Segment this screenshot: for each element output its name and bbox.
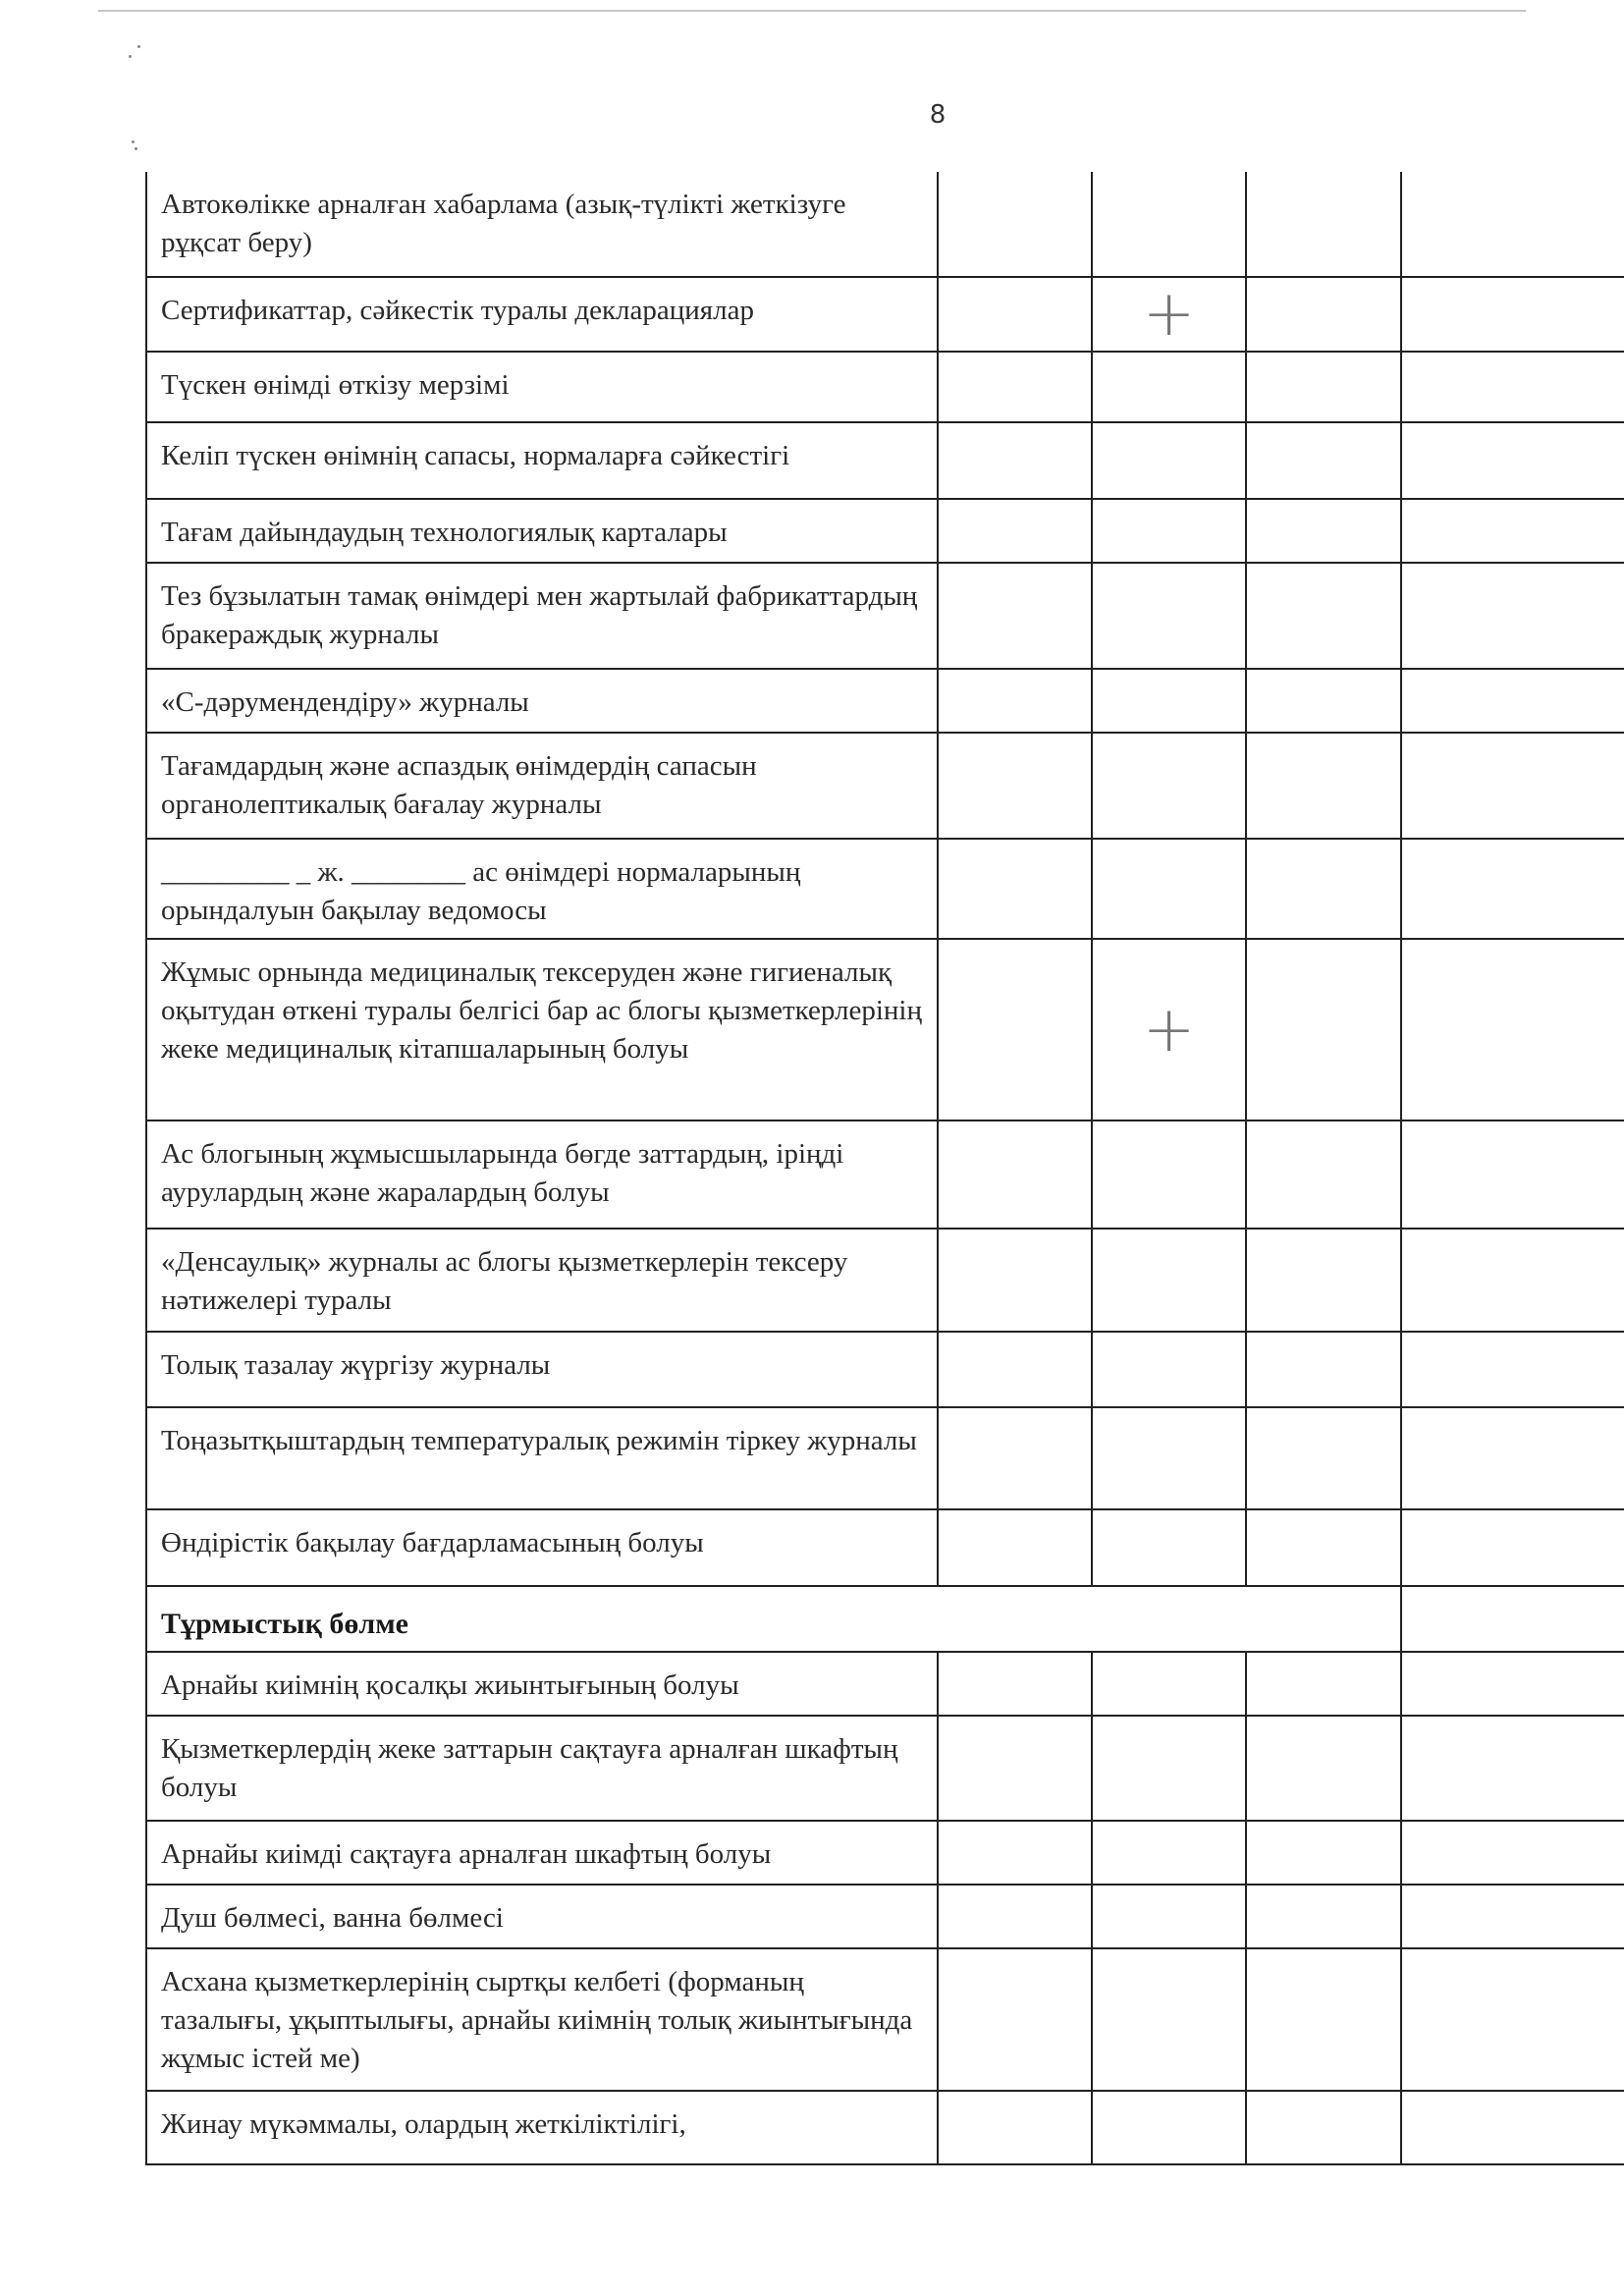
mark-cell: [938, 499, 1092, 563]
item-text: Душ бөлмесі, ванна бөлмесі: [146, 1885, 938, 1948]
mark-cell: [1401, 1716, 1624, 1821]
item-text: Тағамдардың және аспаздық өнімдердің сапасын органолептикалық бағалау журналы: [146, 733, 938, 839]
table-row: [146, 1332, 1624, 1407]
table-row: [146, 1407, 1624, 1509]
mark-cell: [1246, 1332, 1401, 1407]
table-row: [146, 669, 1624, 733]
mark-cell: [1092, 1509, 1246, 1586]
table-row: [146, 1509, 1624, 1586]
item-text: Ас блогының жұмысшыларында бөгде заттардың, іріңді аурулардың және жаралардың болуы: [146, 1121, 938, 1229]
section-title: Тұрмыстық бөлме: [146, 1586, 1401, 1652]
mark-cell: [1401, 1586, 1624, 1652]
table-row: [146, 1716, 1624, 1821]
checklist-table: [145, 172, 1624, 2165]
mark-cell: [1401, 1948, 1624, 2091]
mark-cell: [1401, 669, 1624, 733]
item-text: Сертификаттар, сәйкестік туралы декларациялар: [146, 277, 938, 352]
mark-cell: +: [1092, 939, 1246, 1121]
mark-cell: [1246, 1121, 1401, 1229]
mark-cell: [938, 1652, 1092, 1716]
item-text: Жинау мүкәммалы, олардың жеткіліктілігі,: [146, 2091, 938, 2164]
mark-cell: [1092, 172, 1246, 277]
table-row: [146, 563, 1624, 669]
mark-cell: [1246, 1821, 1401, 1885]
table-row: [146, 172, 1624, 277]
item-text: Тағам дайындаудың технологиялық карталары: [146, 499, 938, 563]
item-text: «С-дәрумендендіру» журналы: [146, 669, 938, 733]
table-row: [146, 1948, 1624, 2091]
item-text: Арнайы киімді сақтауға арналған шкафтың болуы: [146, 1821, 938, 1885]
mark-cell: [938, 563, 1092, 669]
mark-cell: [938, 839, 1092, 939]
table-row: [146, 733, 1624, 839]
mark-cell: [938, 939, 1092, 1121]
mark-cell: [1092, 2091, 1246, 2164]
mark-cell: [938, 1229, 1092, 1332]
item-text: Толық тазалау жүргізу журналы: [146, 1332, 938, 1407]
mark-cell: [1092, 1229, 1246, 1332]
mark-cell: [938, 1948, 1092, 2091]
item-text: Тоңазытқыштардың температуралық режимін тіркеу журналы: [146, 1407, 938, 1509]
mark-cell: [1246, 277, 1401, 352]
mark-cell: +: [1092, 277, 1246, 352]
mark-cell: [1092, 499, 1246, 563]
item-text: Тез бұзылатын тамақ өнімдері мен жартылай фабрикаттардың бракераждық журналы: [146, 563, 938, 669]
mark-cell: [1401, 1229, 1624, 1332]
mark-cell: [1092, 839, 1246, 939]
mark-cell: [1401, 352, 1624, 422]
mark-cell: [1246, 1716, 1401, 1821]
table-row: [146, 1229, 1624, 1332]
checklist-body: [146, 172, 1624, 2164]
mark-cell: [1401, 277, 1624, 352]
mark-cell: [1092, 1821, 1246, 1885]
mark-cell: [1401, 422, 1624, 499]
table-row: [146, 1121, 1624, 1229]
scan-speck: [135, 147, 137, 150]
mark-cell: [1092, 1407, 1246, 1509]
mark-cell: [938, 1509, 1092, 1586]
mark-cell: [938, 2091, 1092, 2164]
section-row: [146, 1586, 1624, 1652]
mark-cell: [1401, 939, 1624, 1121]
mark-cell: [1092, 563, 1246, 669]
mark-cell: [1246, 1229, 1401, 1332]
table-row: [146, 352, 1624, 422]
mark-cell: [1401, 839, 1624, 939]
item-text: Түскен өнімді өткізу мерзімі: [146, 352, 938, 422]
scan-speck: [132, 140, 135, 143]
mark-cell: [938, 1885, 1092, 1948]
item-text: Арнайы киімнің қосалқы жиынтығының болуы: [146, 1652, 938, 1716]
mark-cell: [1246, 733, 1401, 839]
mark-cell: [1246, 352, 1401, 422]
scan-speck: [129, 55, 132, 58]
mark-cell: [1401, 1332, 1624, 1407]
mark-cell: [1092, 1948, 1246, 2091]
item-text: Жұмыс орнында медициналық тексеруден және гигиеналық оқытудан өткені туралы белгісі бар ас блогы қызметкерлерінің жеке медициналық кітапшаларының болуы: [146, 939, 938, 1121]
mark-cell: [938, 733, 1092, 839]
item-text: Келіп түскен өнімнің сапасы, нормаларға сәйкестігі: [146, 422, 938, 499]
mark-cell: [1246, 422, 1401, 499]
mark-cell: [1092, 1652, 1246, 1716]
mark-cell: [1246, 1509, 1401, 1586]
mark-cell: [1401, 499, 1624, 563]
mark-cell: [1401, 1821, 1624, 1885]
mark-cell: [938, 277, 1092, 352]
mark-cell: [1401, 1121, 1624, 1229]
mark-cell: [1401, 172, 1624, 277]
table-row: [146, 499, 1624, 563]
mark-cell: [938, 422, 1092, 499]
item-text: Автокөлікке арналған хабарлама (азық-түлікті жеткізуге рұқсат беру): [146, 172, 938, 277]
mark-cell: [1401, 2091, 1624, 2164]
mark-cell: [1401, 1509, 1624, 1586]
table-row: [146, 1821, 1624, 1885]
mark-cell: [1246, 2091, 1401, 2164]
scan-top-rule: [98, 10, 1526, 12]
table-row: [146, 2091, 1624, 2164]
mark-cell: [1401, 733, 1624, 839]
mark-cell: [1246, 839, 1401, 939]
mark-cell: [1092, 1885, 1246, 1948]
mark-cell: [1246, 669, 1401, 733]
mark-cell: [1092, 733, 1246, 839]
mark-cell: [938, 1407, 1092, 1509]
item-text: «Денсаулық» журналы ас блогы қызметкерлерін тексеру нәтижелері туралы: [146, 1229, 938, 1332]
mark-cell: [938, 1121, 1092, 1229]
mark-cell: [1246, 499, 1401, 563]
table-row: [146, 939, 1624, 1121]
mark-cell: [1246, 1652, 1401, 1716]
mark-cell: [1246, 939, 1401, 1121]
mark-cell: [1246, 172, 1401, 277]
mark-cell: [1092, 1332, 1246, 1407]
mark-cell: [1092, 669, 1246, 733]
mark-cell: [938, 1332, 1092, 1407]
mark-cell: [1401, 1407, 1624, 1509]
mark-cell: [1092, 1716, 1246, 1821]
mark-cell: [1246, 1407, 1401, 1509]
item-text: Қызметкерлердің жеке заттарын сақтауға арналған шкафтың болуы: [146, 1716, 938, 1821]
item-text: Өндірістік бақылау бағдарламасының болуы: [146, 1509, 938, 1586]
mark-cell: [1401, 1652, 1624, 1716]
mark-cell: [938, 172, 1092, 277]
scan-speck: [137, 45, 140, 48]
table-row: [146, 1885, 1624, 1948]
item-text: Асхана қызметкерлерінің сыртқы келбеті (форманың тазалығы, ұқыптылығы, арнайы киімнің толық жиынтығында жұмыс істей ме): [146, 1948, 938, 2091]
mark-cell: [1246, 563, 1401, 669]
table-row: [146, 1652, 1624, 1716]
table-row: [146, 839, 1624, 939]
mark-cell: [938, 352, 1092, 422]
mark-cell: [1092, 422, 1246, 499]
mark-cell: [1246, 1885, 1401, 1948]
mark-cell: [1401, 1885, 1624, 1948]
mark-cell: [938, 1821, 1092, 1885]
item-text: _________ _ ж. ________ ас өнімдері нормаларының орындалуын бақылау ведомосы: [146, 839, 938, 939]
mark-cell: [1092, 352, 1246, 422]
table-row: [146, 422, 1624, 499]
page-number: 8: [929, 100, 947, 130]
mark-cell: [1092, 1121, 1246, 1229]
mark-cell: [938, 1716, 1092, 1821]
mark-cell: [1401, 563, 1624, 669]
mark-cell: [1246, 1948, 1401, 2091]
mark-cell: [938, 669, 1092, 733]
table-row: [146, 277, 1624, 352]
